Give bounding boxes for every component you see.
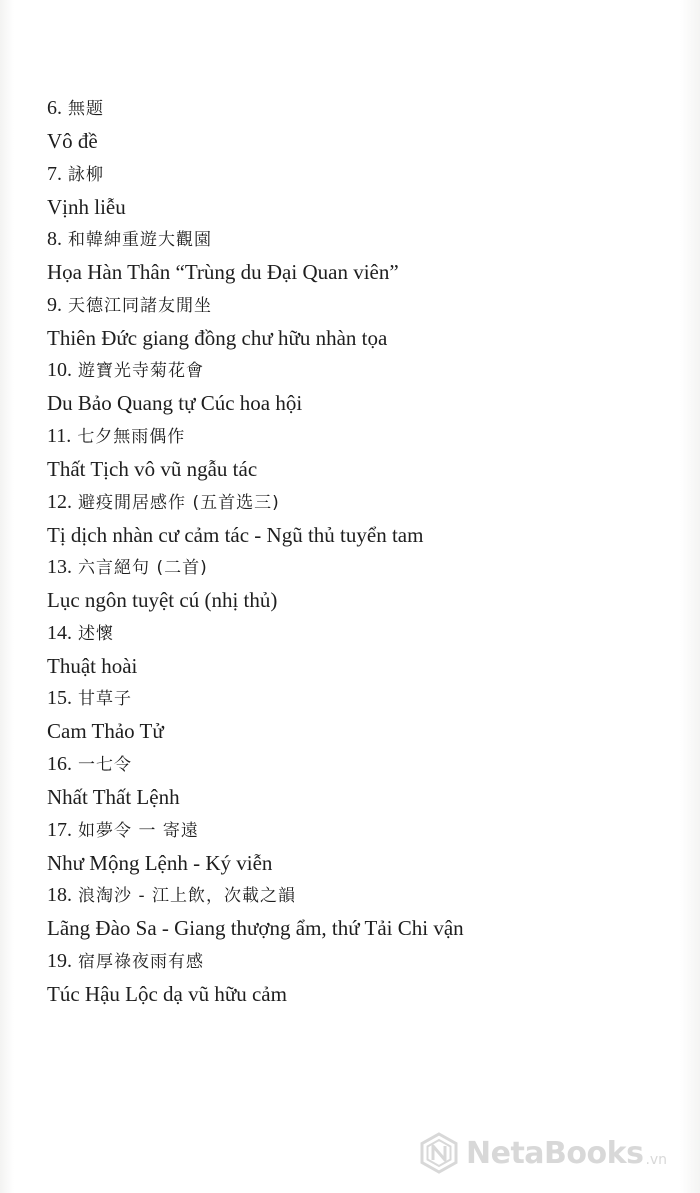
poem-han-text: 遊寶光寺菊花會 — [78, 361, 205, 382]
poem-han-text: 宿厚祿夜雨有感 — [78, 951, 205, 972]
poem-entry — [47, 617, 687, 683]
poem-han-text: 述懷 — [78, 623, 115, 644]
poem-entry — [47, 486, 687, 552]
poem-title-han — [47, 945, 687, 978]
poem-han-text: 避疫閒居感作 (五首选三) — [78, 492, 280, 513]
poem-entry — [47, 289, 687, 355]
poem-title-han — [47, 814, 687, 847]
poem-number: 12. — [47, 490, 72, 513]
poem-title-viet: Thất Tịch vô vũ ngẫu tác — [47, 456, 258, 481]
poem-entry — [47, 551, 687, 617]
poem-title-viet: Lãng Đào Sa - Giang thượng ẩm, thứ Tải Chi vận — [47, 916, 464, 941]
poem-entry — [47, 682, 687, 748]
poem-entry — [47, 158, 687, 224]
poem-entry — [47, 748, 687, 814]
poem-number: 11. — [47, 424, 72, 447]
poem-title-han — [47, 879, 687, 912]
poem-title-han — [47, 617, 687, 650]
poem-title-viet: Nhất Thất Lệnh — [47, 784, 180, 809]
poem-title-viet: Tị dịch nhàn cư cảm tác - Ngũ thủ tuyển tam — [47, 522, 424, 547]
poem-entry — [47, 92, 687, 158]
poem-title-han — [47, 682, 687, 715]
hexagon-n-logo-icon — [418, 1132, 460, 1174]
poem-number: 18. — [47, 884, 72, 907]
poem-han-text: 天德江同諸友閒坐 — [68, 295, 213, 316]
poem-han-text: 甘草子 — [78, 689, 133, 710]
poem-title-han — [47, 486, 687, 519]
poem-title-viet: Túc Hậu Lộc dạ vũ hữu cảm — [47, 981, 287, 1006]
watermark-brand: NetaBooks — [466, 1135, 644, 1171]
poem-title-viet: Thiên Đức giang đồng chư hữu nhàn tọa — [47, 325, 388, 350]
poem-title-viet: Cam Thảo Tử — [47, 719, 164, 744]
poem-entry — [47, 945, 687, 1011]
poem-title-viet: Như Mộng Lệnh - Ký viễn — [47, 850, 273, 875]
poem-number: 14. — [47, 621, 72, 644]
poem-number: 7. — [47, 162, 62, 185]
poem-han-text: 無题 — [68, 99, 105, 119]
poem-entry — [47, 814, 687, 880]
poem-entry — [47, 420, 687, 486]
poem-title-viet: Vô đề — [47, 129, 98, 153]
poem-title-han — [47, 748, 687, 781]
poem-han-text: 一七令 — [78, 754, 133, 775]
poem-title-han — [47, 551, 687, 584]
poem-title-viet: Họa Hàn Thân “Trùng du Đại Quan viên” — [47, 260, 399, 285]
poem-entry — [47, 354, 687, 420]
poem-list — [47, 92, 687, 1010]
poem-title-han — [47, 158, 687, 191]
poem-number: 9. — [47, 293, 62, 316]
poem-number: 17. — [47, 818, 72, 841]
poem-han-text: 七夕無雨偶作 — [77, 426, 186, 447]
poem-title-han — [47, 92, 687, 125]
poem-number: 10. — [47, 359, 72, 382]
netabooks-watermark — [418, 1128, 667, 1178]
poem-entry — [47, 879, 687, 945]
poem-title-han — [47, 354, 687, 387]
poem-han-text: 和韓紳重遊大觀園 — [68, 230, 213, 251]
poem-title-viet: Vịnh liễu — [47, 194, 126, 219]
poem-number: 13. — [47, 556, 72, 579]
poem-han-text: 浪淘沙 - 江上飲，次載之韻 — [78, 886, 296, 907]
watermark-suffix: .vn — [645, 1152, 668, 1168]
poem-title-viet: Thuật hoài — [47, 653, 138, 678]
poem-number: 6. — [47, 97, 62, 119]
poem-title-han — [47, 289, 687, 322]
poem-number: 16. — [47, 752, 72, 775]
poem-title-viet: Du Bảo Quang tự Cúc hoa hội — [47, 391, 303, 416]
poem-han-text: 詠柳 — [68, 164, 105, 185]
poem-han-text: 如夢令 一 寄遠 — [78, 820, 199, 841]
poem-number: 15. — [47, 687, 72, 710]
poem-title-han — [47, 420, 687, 453]
poem-number: 8. — [47, 228, 62, 251]
poem-entry — [47, 223, 687, 289]
poem-title-han — [47, 223, 687, 256]
poem-number: 19. — [47, 949, 72, 972]
poem-han-text: 六言絕句 (二首) — [78, 558, 208, 579]
poem-title-viet: Lục ngôn tuyệt cú (nhị thủ) — [47, 588, 278, 613]
